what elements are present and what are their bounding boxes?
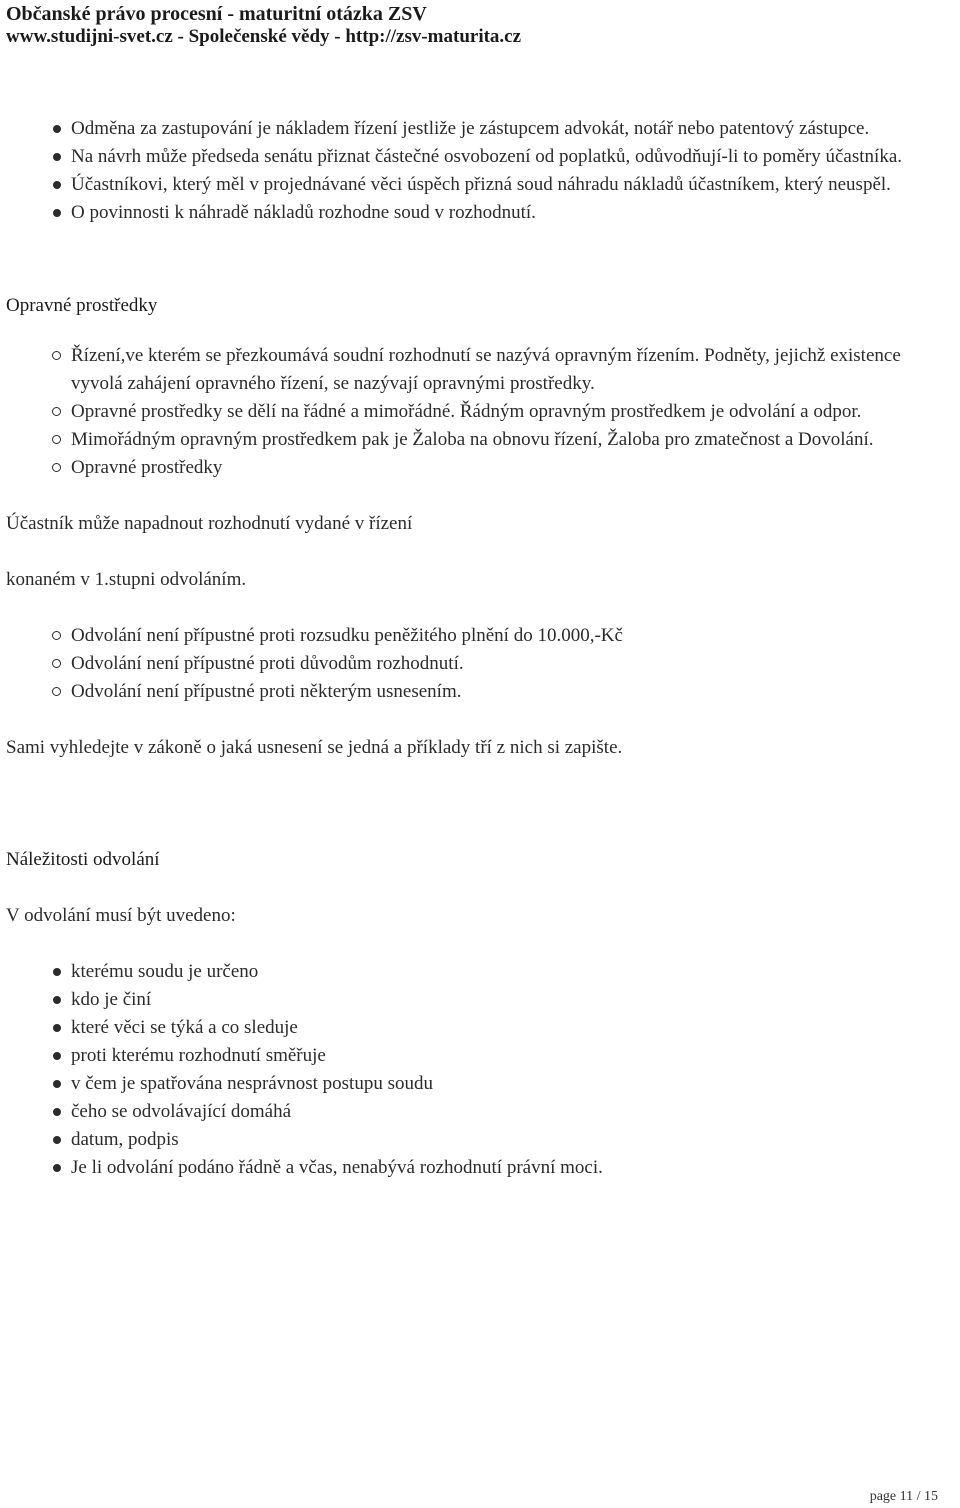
section-heading-opravne-prostredky: Opravné prostředky xyxy=(6,295,158,316)
list-item: Mimořádným opravným prostředkem pak je Žaloba na obnovu řízení, Žaloba pro zmatečnost a Dovolání. xyxy=(71,426,946,454)
paragraph: Sami vyhledejte v zákoně o jaká usnesení se jedná a příklady tří z nich si zapište. xyxy=(6,737,623,758)
paragraph: V odvolání musí být uvedeno: xyxy=(6,905,236,926)
list-item: datum, podpis xyxy=(71,1126,946,1154)
list-item: Účastníkovi, který měl v projednávané věci úspěch přizná soud náhradu nákladů účastníkem, který neuspěl. xyxy=(71,171,946,199)
list-item: proti kterému rozhodnutí směřuje xyxy=(71,1042,946,1070)
list-item: kterému soudu je určeno xyxy=(71,958,946,986)
document-title: Občanské právo procesní - maturitní otázka ZSV xyxy=(6,3,427,25)
list-item: Na návrh může předseda senátu přiznat částečné osvobození od poplatků, odůvodňují-li to poměry účastníka. xyxy=(71,143,946,171)
list-item: které věci se týká a co sleduje xyxy=(71,1014,946,1042)
document-body xyxy=(6,115,946,1182)
list-item: Odměna za zastupování je nákladem řízení jestliže je zástupcem advokát, notář nebo patentový zástupce. xyxy=(71,115,946,143)
section-heading-nalezitosti-odvolani: Náležitosti odvolání xyxy=(6,849,160,870)
paragraph: konaném v 1.stupni odvoláním. xyxy=(6,569,247,590)
remedies-list xyxy=(6,342,946,482)
costs-list xyxy=(6,115,946,227)
list-item: Opravné prostředky xyxy=(71,454,946,482)
list-item: kdo je činí xyxy=(71,986,946,1014)
list-item: čeho se odvolávající domáhá xyxy=(71,1098,946,1126)
document-header xyxy=(6,2,521,48)
appeal-exceptions-list xyxy=(6,622,946,706)
list-item: v čem je spatřována nesprávnost postupu soudu xyxy=(71,1070,946,1098)
list-item: Odvolání není přípustné proti důvodům rozhodnutí. xyxy=(71,650,946,678)
document-subtitle: www.studijni-svet.cz - Společenské vědy - http://zsv-maturita.cz xyxy=(6,26,522,47)
list-item: O povinnosti k náhradě nákladů rozhodne soud v rozhodnutí. xyxy=(71,199,946,227)
paragraph: Účastník může napadnout rozhodnutí vydané v řízení xyxy=(6,513,413,534)
list-item: Odvolání není přípustné proti rozsudku peněžitého plnění do 10.000,-Kč xyxy=(71,622,946,650)
list-item: Řízení,ve kterém se přezkoumává soudní rozhodnutí se nazývá opravným řízením. Podněty, jejichž existence vyvolá zahájení opravného řízení, se nazývají opravnými prostředky. xyxy=(71,342,946,398)
page-number: page 11 / 15 xyxy=(869,1489,938,1504)
appeal-requirements-list xyxy=(6,958,946,1182)
list-item: Je li odvolání podáno řádně a včas, nenabývá rozhodnutí právní moci. xyxy=(71,1154,946,1182)
list-item: Opravné prostředky se dělí na řádné a mimořádné. Řádným opravným prostředkem je odvolání a odpor. xyxy=(71,398,946,426)
list-item: Odvolání není přípustné proti některým usnesením. xyxy=(71,678,946,706)
